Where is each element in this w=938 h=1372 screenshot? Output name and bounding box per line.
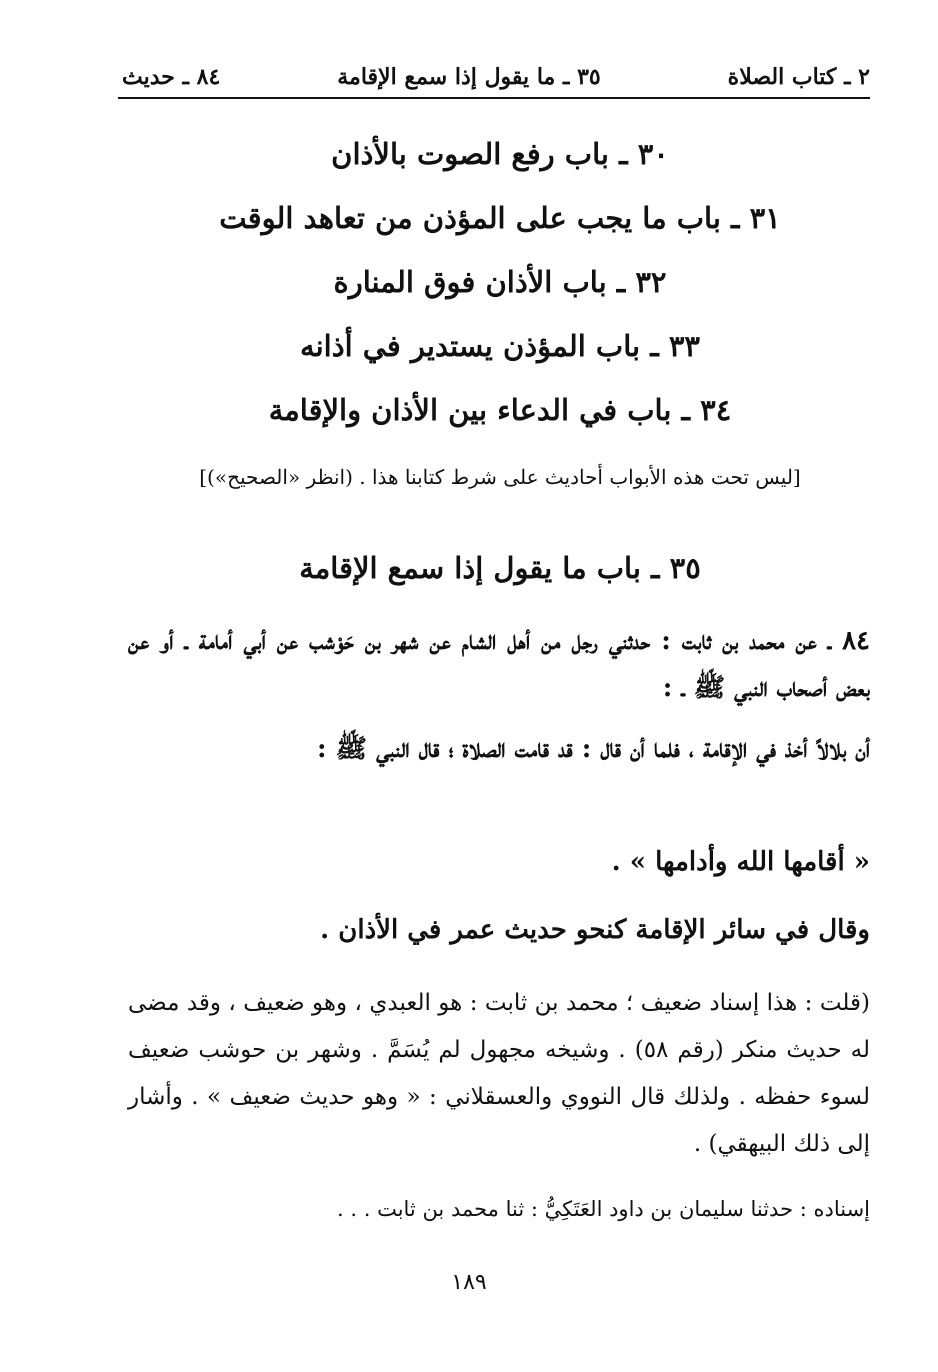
chapters-note: [ليس تحت هذه الأبواب أحاديث على شرط كتابنا هذا . (انظر «الصحيح»)]	[199, 465, 801, 489]
header-rule	[118, 97, 870, 99]
chapter-heading-33: ٣٣ ـ باب المؤذن يستدير في أذانه	[300, 329, 700, 363]
isnad-line: إسناده : حدثنا سليمان بن داود العَتَكِيُّ : ثنا محمد بن ثابت . . .	[337, 1197, 870, 1221]
hadith-isnad: ٨٤ ـ عن محمد بن ثابت : حدثني رجل من أهل الشام عن شهر بن حَوْشب عن أبي أمامة ـ أو عن بعض أصحاب النبي ﷺ ـ :	[128, 626, 870, 703]
chapter-heading-32: ٣٢ ـ باب الأذان فوق المنارة	[333, 265, 667, 299]
commentary-paragraph: (قلت : هذا إسناد ضعيف ؛ محمد بن ثابت : هو العبدي ، وهو ضعيف ، وقد مضى له حديث منكر (رقم ٥٨) . وشيخه مجهول لم يُسَمَّ . وشهر بن حوشب ضعيف لسوء حفظه . ولذلك قال النووي والعسقلاني : « وهو حديث ضعيف » . وأشار إلى ذلك البيهقي) .	[128, 990, 870, 1157]
hadith-addition: وقال في سائر الإقامة كنحو حديث عمر في الأذان .	[320, 915, 870, 945]
running-header-hadith: ٨٤ ـ حديث	[122, 64, 221, 90]
hadith-quote: « أقامها الله وأدامها » .	[611, 847, 870, 877]
chapter-heading-34: ٣٤ ـ باب في الدعاء بين الأذان والإقامة	[268, 393, 732, 427]
chapter-heading-31: ٣١ ـ باب ما يجب على المؤذن من تعاهد الوقت	[219, 201, 781, 235]
running-header-book: ٢ ـ كتاب الصلاة	[727, 64, 870, 90]
chapter-heading-30: ٣٠ ـ باب رفع الصوت بالأذان	[331, 137, 669, 171]
running-header-chapter: ٣٥ ـ ما يقول إذا سمع الإقامة	[337, 64, 601, 90]
hadith-matn: أن بلالاً أخذ في الإقامة ، فلما أن قال : قد قامت الصلاة ؛ قال النبي ﷺ :	[317, 734, 870, 764]
chapter-heading-35: ٣٥ ـ باب ما يقول إذا سمع الإقامة	[299, 551, 701, 585]
page-number: ١٨٩	[451, 1270, 487, 1295]
